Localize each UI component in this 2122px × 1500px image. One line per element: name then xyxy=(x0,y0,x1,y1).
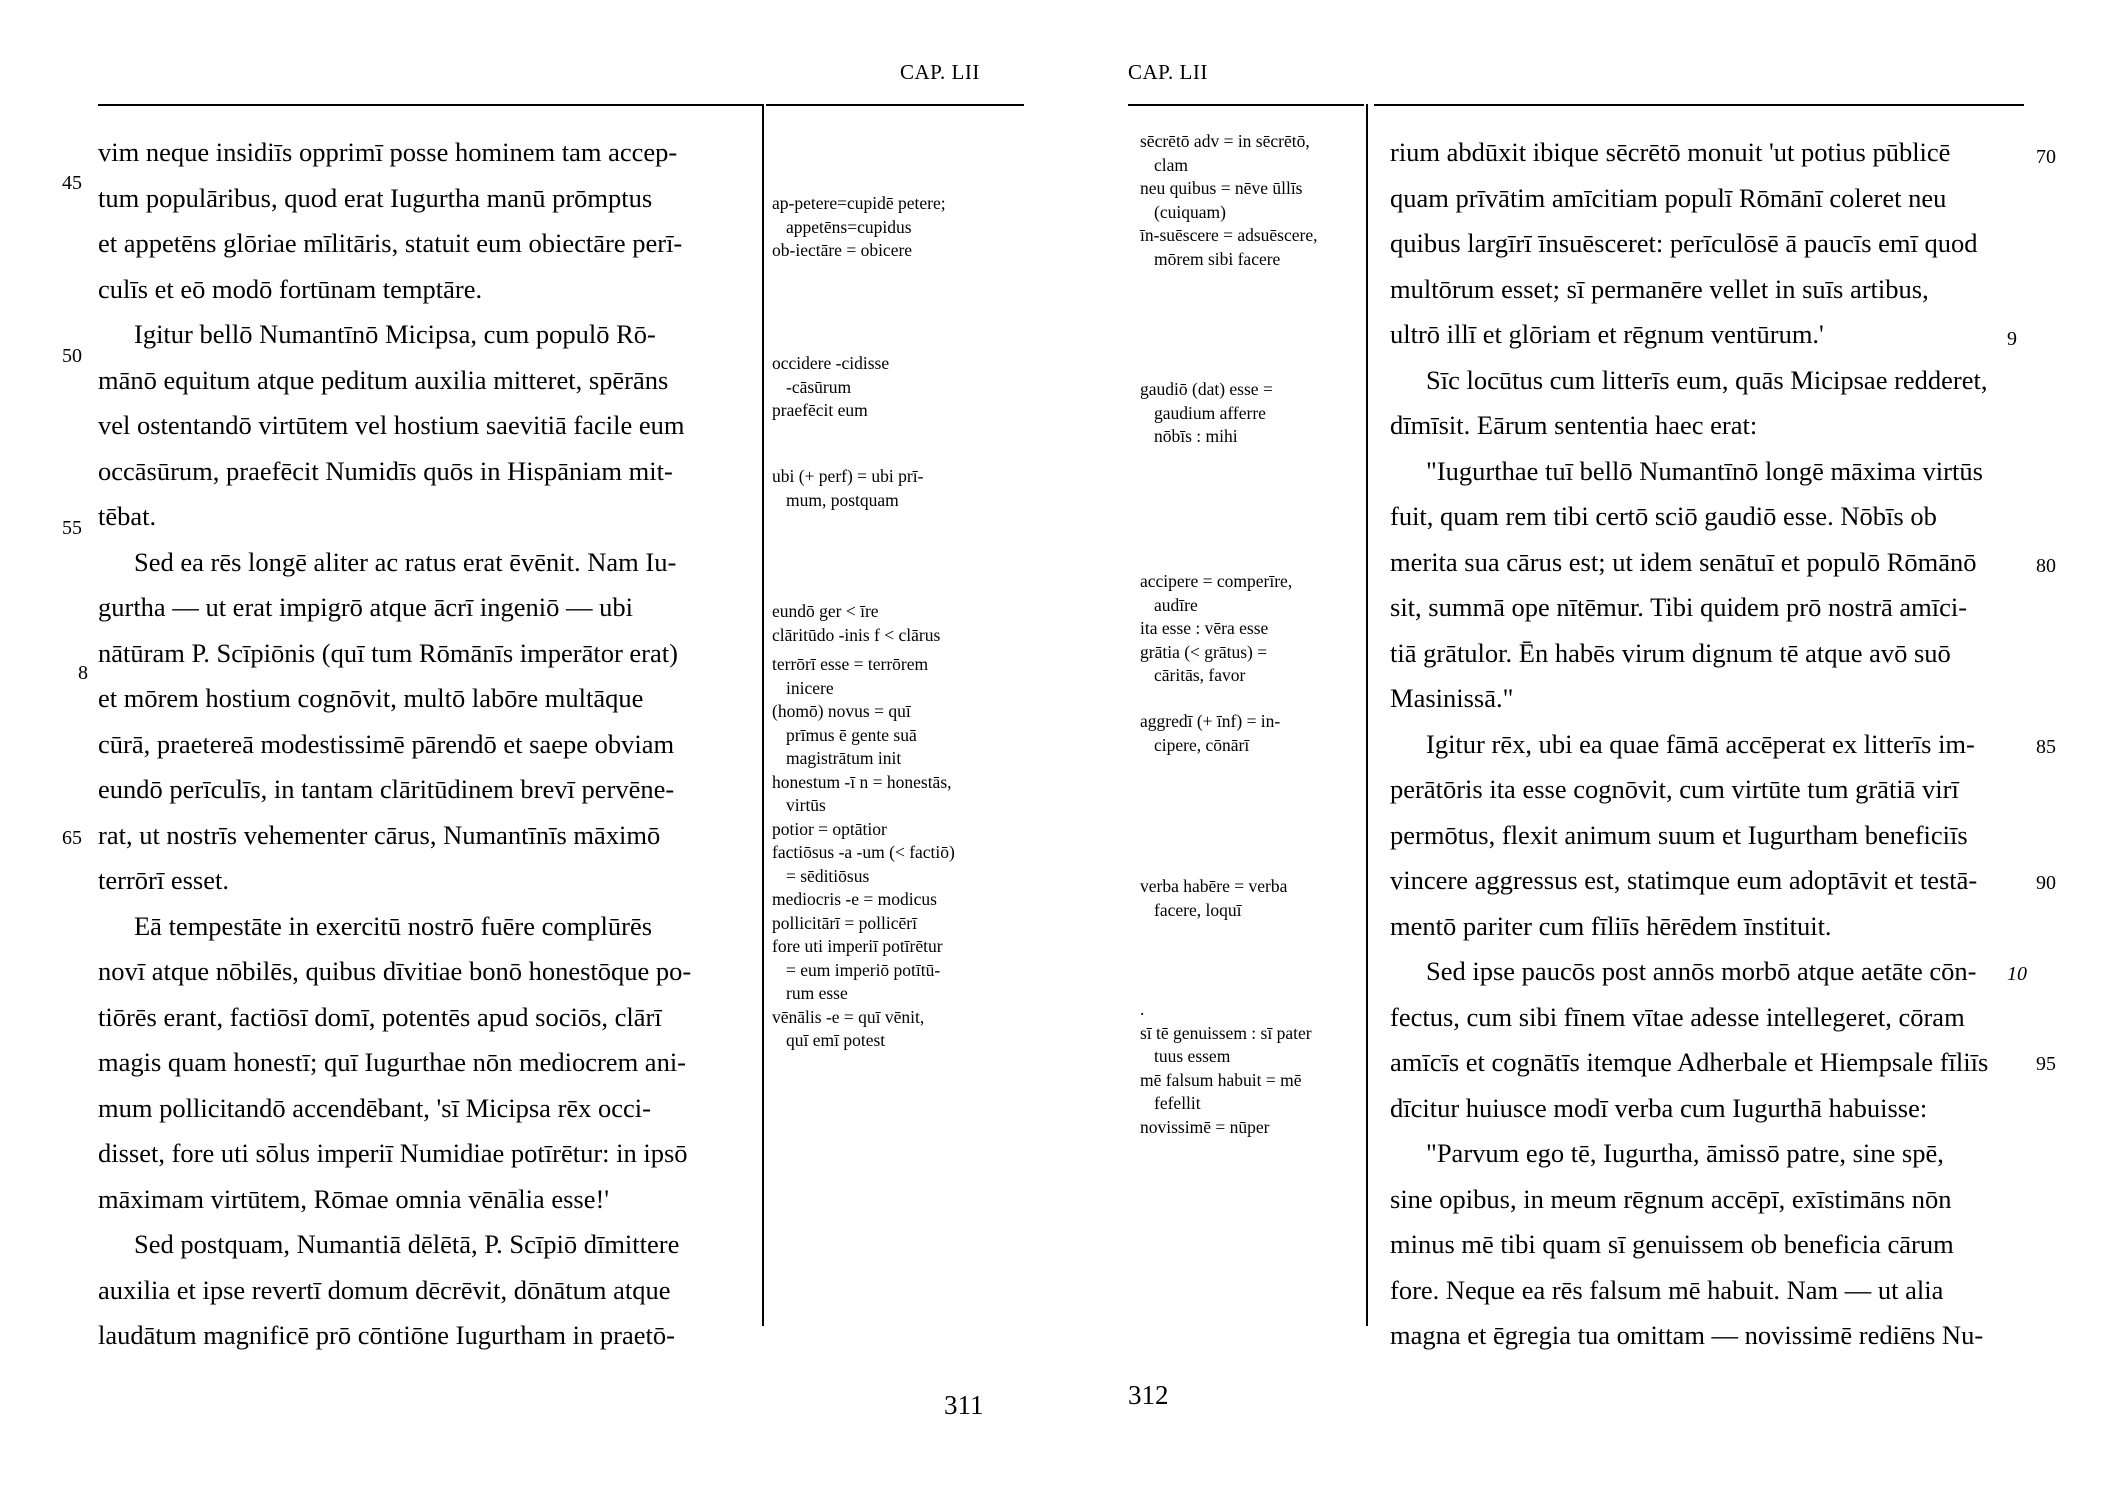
text-line: terrōrī esset. xyxy=(98,865,229,895)
column-divider-right xyxy=(1366,104,1368,1326)
note-line: terrōrī esse = terrōrem xyxy=(772,654,929,674)
note-line: mōrem sibi facere xyxy=(1154,248,1281,269)
column-divider-left xyxy=(762,104,764,1326)
note-line: īn-suēscere = adsuēscere, xyxy=(1140,225,1318,245)
note-line: honestum -ī n = honestās, xyxy=(772,771,952,792)
folio-number-right: 312 xyxy=(1128,1380,1169,1410)
note-entry xyxy=(1140,875,1358,922)
text-line: perātōris ita esse cognōvit, cum virtūte tum grātiā virī xyxy=(1390,774,1959,804)
note-line: fore uti imperiī potīrētur xyxy=(772,936,943,956)
line-number: 80 xyxy=(2036,555,2056,577)
line-number: 85 xyxy=(2036,736,2056,758)
note-line: rum esse xyxy=(786,983,848,1003)
note-line: clam xyxy=(1154,154,1189,175)
note-line: ubi (+ perf) = ubi prī- xyxy=(772,466,924,486)
text-line: novī atque nōbilēs, quibus dīvitiae bonō honestōque po- xyxy=(98,956,692,986)
line-number: 45 xyxy=(62,172,82,194)
note-line: verba habēre = verba xyxy=(1140,876,1288,896)
note-line: cipere, cōnārī xyxy=(1154,734,1250,755)
note-line: -cāsūrum xyxy=(786,376,852,397)
note-entry xyxy=(1140,710,1358,757)
note-line: virtūs xyxy=(786,795,826,815)
text-line: Masinissā." xyxy=(1390,683,1514,713)
text-line: dīcitur huiusce modī verba cum Iugurthā habuisse: xyxy=(1390,1092,1928,1123)
paragraph xyxy=(1390,949,2024,1131)
header-rule-text-right xyxy=(1374,104,2024,106)
note-entry xyxy=(772,465,1020,512)
text-line: gurtha — ut erat impigrō atque ācrī ingeniō — ubi xyxy=(98,592,634,622)
note-line: . xyxy=(1140,999,1145,1019)
note-line: occidere -cidisse xyxy=(772,353,890,373)
note-line: quī emī potest xyxy=(786,1030,886,1050)
text-line: mentō pariter cum fīliīs hērēdem īnstituit. xyxy=(1390,910,1832,941)
note-line: potior = optātior xyxy=(772,818,887,839)
paragraph xyxy=(1390,1131,2024,1359)
note-line: fefellit xyxy=(1154,1093,1201,1113)
line-number: 50 xyxy=(62,345,82,367)
note-line: = eum imperiō potītū- xyxy=(786,959,941,980)
text-line: multōrum esset; sī permanēre vellet in suīs artibus, xyxy=(1390,273,1929,304)
note-entry xyxy=(772,653,1020,935)
note-line: accipere = comperīre, xyxy=(1140,571,1293,591)
text-line: cūrā, praetereā modestissimē pārendō et saepe obviam xyxy=(98,728,675,759)
note-line: ap-petere=cupidē petere; xyxy=(772,193,946,213)
note-entry xyxy=(772,192,1020,263)
paragraph xyxy=(98,312,738,540)
note-line: mum, postquam xyxy=(786,489,899,510)
text-line: rium abdūxit ibique sēcrētō monuit 'ut potius pūblicē xyxy=(1390,137,1951,167)
paragraph xyxy=(98,130,738,312)
text-line: et appetēns glōriae mīlitāris, statuit eum obiectāre perī- xyxy=(98,228,683,258)
note-entry xyxy=(1140,378,1358,449)
text-line: "Iugurthae tuī bellō Numantīnō longē māxima virtūs xyxy=(1426,455,1983,486)
note-line: aggredī (+ īnf) = in- xyxy=(1140,711,1281,731)
text-line: sine opibus, in meum rēgnum accēpī, exīstimāns nōn xyxy=(1390,1183,1952,1214)
note-line: nōbīs : mihi xyxy=(1154,426,1238,446)
note-entry xyxy=(772,935,1020,1053)
line-number: 55 xyxy=(62,517,82,539)
note-line: cāritās, favor xyxy=(1154,665,1246,685)
text-line: quam prīvātim amīcitiam populī Rōmānī coleret neu xyxy=(1390,182,1947,213)
note-line: clāritūdo -inis f < clārus xyxy=(772,624,941,645)
text-line: nātūram P. Scīpiōnis (quī tum Rōmānīs imperātor erat) xyxy=(98,637,678,668)
text-line: merita sua cārus est; ut idem senātuī et populō Rōmānō xyxy=(1390,546,1977,577)
text-line: mānō equitum atque peditum auxilia mitteret, spērāns xyxy=(98,364,669,395)
note-line: sēcrētō adv = in sēcrētō, xyxy=(1140,131,1310,151)
text-line: vel ostentandō virtūtem vel hostium saevitiā facile eum xyxy=(98,410,685,440)
note-line: magistrātum init xyxy=(786,748,902,768)
note-line: prīmus ē gente suā xyxy=(786,724,917,745)
text-line: fore. Neque ea rēs falsum mē habuit. Nam — ut alia xyxy=(1390,1274,1944,1305)
note-line: eundō ger < īre xyxy=(772,601,879,621)
running-head-right: CAP. LII xyxy=(1128,60,1208,84)
text-line: "Parvum ego tē, Iugurtha, āmissō patre, sine spē, xyxy=(1426,1138,1944,1168)
paragraph xyxy=(1390,130,2024,358)
line-number: 65 xyxy=(62,827,82,849)
line-number: 95 xyxy=(2036,1053,2056,1075)
running-head-left: CAP. LII xyxy=(900,60,980,84)
note-line: neu quibus = nēve ūllīs xyxy=(1140,178,1303,198)
text-line: dīmīsit. Eārum sententia haec erat: xyxy=(1390,410,1758,440)
line-number: 8 xyxy=(78,662,88,684)
paragraph xyxy=(98,904,738,1223)
text-line: magna et ēgregia tua omittam — novissimē rediēns Nu- xyxy=(1390,1320,1984,1350)
left-main-text xyxy=(98,130,738,1359)
text-line: ultrō illī et glōriam et rēgnum ventūrum.' xyxy=(1390,319,1824,349)
note-line: ob-iectāre = obicere xyxy=(772,240,913,260)
note-line: audīre xyxy=(1154,594,1198,615)
line-number: 90 xyxy=(2036,872,2056,894)
note-line: ita esse : vēra esse xyxy=(1140,618,1269,638)
text-line: laudātum magnificē prō cōntiōne Iugurtham in praetō- xyxy=(98,1320,675,1350)
text-line: Sīc locūtus cum litterīs eum, quās Micipsae redderet, xyxy=(1426,364,1988,395)
text-line: tum populāribus, quod erat Iugurtha manū prōmptus xyxy=(98,182,653,213)
text-line: culīs et eō modō fortūnam temptāre. xyxy=(98,273,483,304)
line-number: 9 xyxy=(2007,328,2017,350)
header-rule-notes-right xyxy=(1128,104,1364,106)
line-number: 10 xyxy=(2007,963,2027,985)
text-line: eundō perīculīs, in tantam clāritūdinem brevī pervēne- xyxy=(98,774,675,804)
line-number: 70 xyxy=(2036,146,2056,168)
text-line: fuit, quam rem tibi certō sciō gaudiō esse. Nōbīs ob xyxy=(1390,501,1937,531)
note-line: facere, loquī xyxy=(1154,899,1242,920)
text-line: vincere aggressus est, statimque eum adoptāvit et testā- xyxy=(1390,865,1978,895)
text-line: amīcīs et cognātīs itemque Adherbale et Hiempsale fīliīs xyxy=(1390,1047,1989,1077)
text-line: disset, fore uti sōlus imperiī Numidiae potīrētur: in ipsō xyxy=(98,1138,688,1168)
text-line: māximam virtūtem, Rōmae omnia vēnālia esse!' xyxy=(98,1183,610,1214)
text-line: Sed ipse paucōs post annōs morbō atque aetāte cōn- xyxy=(1426,956,1977,986)
note-line: sī tē genuissem : sī pater xyxy=(1140,1022,1312,1043)
paragraph xyxy=(1390,358,2024,449)
note-line: pollicitārī = pollicērī xyxy=(772,912,917,933)
right-main-text xyxy=(1390,130,2024,1359)
note-entry xyxy=(1140,998,1358,1139)
note-line: gaudiō (dat) esse = xyxy=(1140,379,1273,399)
text-line: vim neque insidiīs opprimī posse hominem tam accep- xyxy=(98,137,678,167)
note-entry xyxy=(1140,130,1358,271)
text-line: rat, ut nostrīs vehementer cārus, Numantīnīs māximō xyxy=(98,819,661,850)
note-line: mē falsum habuit = mē xyxy=(1140,1069,1302,1090)
text-line: tiā grātulor. Ēn habēs virum dignum tē atque avō suō xyxy=(1390,637,1951,668)
note-entry xyxy=(772,600,1020,647)
header-rule-notes-left xyxy=(766,104,1024,106)
note-line: (homō) novus = quī xyxy=(772,701,911,721)
text-line: auxilia et ipse revertī domum dēcrēvit, dōnātum atque xyxy=(98,1274,671,1305)
note-entry xyxy=(1140,570,1358,688)
text-line: tiōrēs erant, factiōsī domī, potentēs apud sociōs, clārī xyxy=(98,1001,662,1032)
note-line: gaudium afferre xyxy=(1154,402,1266,423)
text-line: minus mē tibi quam sī genuissem ob beneficia cārum xyxy=(1390,1229,1954,1259)
note-line: inicere xyxy=(786,677,834,698)
note-line: appetēns=cupidus xyxy=(786,216,912,237)
text-line: magis quam honestī; quī Iugurthae nōn mediocrem ani- xyxy=(98,1047,687,1077)
text-line: Eā tempestāte in exercitū nostrō fuēre complūrēs xyxy=(134,910,653,941)
paragraph xyxy=(98,1222,738,1359)
note-line: grātia (< grātus) = xyxy=(1140,641,1268,662)
text-line: tēbat. xyxy=(98,501,157,531)
paragraph xyxy=(1390,722,2024,950)
paragraph xyxy=(98,540,738,904)
note-line: vēnālis -e = quī vēnit, xyxy=(772,1006,925,1027)
header-rule-text-left xyxy=(98,104,762,106)
note-line: mediocris -e = modicus xyxy=(772,889,937,909)
paragraph xyxy=(1390,449,2024,722)
text-line: Igitur rēx, ubi ea quae fāmā accēperat ex litterīs im- xyxy=(1426,728,1975,759)
note-line: factiōsus -a -um (< factiō) xyxy=(772,842,955,862)
note-line: = sēditiōsus xyxy=(786,865,870,886)
text-line: sit, summā ope nītēmur. Tibi quidem prō nostrā amīci- xyxy=(1390,592,1968,622)
text-line: et mōrem hostium cognōvit, multō labōre multāque xyxy=(98,683,644,713)
text-line: Sed postquam, Numantiā dēlētā, P. Scīpiō dīmittere xyxy=(134,1229,680,1259)
text-line: Sed ea rēs longē aliter ac ratus erat ēvēnit. Nam Iu- xyxy=(134,546,677,577)
right-page xyxy=(1061,0,2122,1500)
text-line: occāsūrum, praefēcit Numidīs quōs in Hispāniam mit- xyxy=(98,455,673,486)
note-line: praefēcit eum xyxy=(772,400,868,420)
note-line: (cuiquam) xyxy=(1154,201,1226,222)
text-line: Igitur bellō Numantīnō Micipsa, cum populō Rō- xyxy=(134,319,656,349)
folio-number-left: 311 xyxy=(944,1390,984,1420)
text-line: permōtus, flexit animum suum et Iugurtham beneficiīs xyxy=(1390,819,1968,850)
text-line: quibus largīrī īnsuēsceret: perīculōsē ā paucīs emī quod xyxy=(1390,228,1978,258)
note-entry xyxy=(772,352,1020,423)
note-line: tuus essem xyxy=(1154,1046,1231,1066)
text-line: fectus, cum sibi fīnem vītae adesse intellegeret, cōram xyxy=(1390,1001,1965,1032)
text-line: mum pollicitandō accendēbant, 'sī Micipsa rēx occi- xyxy=(98,1092,651,1123)
note-line: novissimē = nūper xyxy=(1140,1116,1270,1137)
